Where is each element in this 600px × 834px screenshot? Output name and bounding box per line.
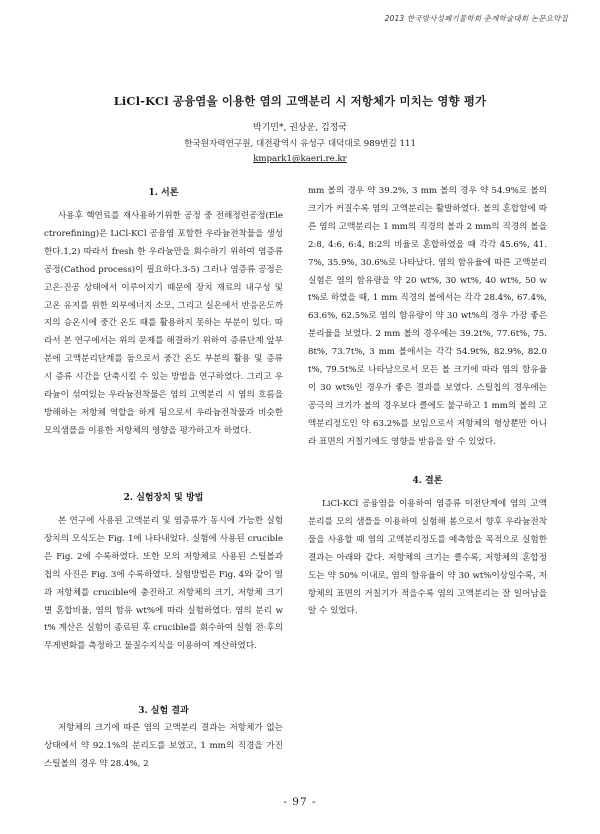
page-number: - 97 - bbox=[283, 796, 317, 808]
results-text-right: mm 볼의 경우 약 39.2%, 3 mm 볼의 경우 약 54.9%로 볼의 크기가 커질수록 염의 고액분리는 활발하였다. 볼의 혼합함에 따른 염의 고액분리는 1 mm의 직경의 볼과 2 mm의 직경의 볼을 2:8, 4:6, 6:4, 8:2의 비율로 혼합하였을 때 각각 45.6%, 41.7%, 35.9%, 30.6%로 나타났다. 염의 함유율에 따른 고액분리 실험은 염의 함유량을 약 20 wt%, 30 wt%, 40 wt%, 50 wt%로 하였을 때, 1 mm 직경의 볼에서는 각각 28.4%, 67.4%, 63.6%, 62.5%로 염의 함유량이 약 30 wt%의 경우 가장 좋은 분리율을 보였다. 2 mm 볼의 경우에는 39.2t%, 77.6t%, 75.8t%, 73.7t%, 3 mm 볼에서는 각각 54.9t%, 82.9%, 82.0t%, 79.5t%로 나타남으로서 모든 볼 크기에 따라 염의 함유율이 30 wt%인 경우가 좋은 결과를 보였다. 스틸칩의 경우에는 공극의 크기가 볼의 경우보다 클에도 불구하고 1 mm의 볼의 고액분리정도인 약 63.2%를 보임으로서 저항체의 형상뿐만 아니라 표면의 거칠기에도 영향을 받음을 알 수 있었다. bbox=[308, 186, 547, 447]
paper-authors: 박기민*, 권상운, 김정국 bbox=[252, 123, 348, 133]
paper-email-line bbox=[0, 154, 600, 164]
paper-email: kmpark1@kaeri.re.kr bbox=[253, 154, 347, 164]
conclusion-heading: 4. 결론 bbox=[412, 476, 443, 486]
intro-text: 사용후 핵연료를 재사용하기위한 공정 중 전해정련공정(Electrorefining)은 LiCl-KCl 공융염 포함한 우라늄전착물을 생성한다.1,2) 따라서 fresh 한 우라늄만을 회수하기 위하여 염증류공정(Cathod process)이 필요하다.3-5) 그러나 염증류 공정은 고온·진공 상태에서 이루어지기 때문에 장치 재료의 내구성 및 고온 유지를 위한 외부에너지 소모, 그리고 실온에서 반응온도까지의 승온시에 중간 온도 때를 활용하지 못하는 부분이 있다. 따라서 본 연구에서는 위의 문제를 해결하기 위하여 증류단계 앞부분에 고액분리단계를 둠으로서 중간 온도 부분의 활용 및 증류 시 증류 시간을 단축시킬 수 있는 방법을 연구하였다. 그리고 우라늄이 섞여있는 우라늄전착물은 염의 고액분리 시 염의 흐름을 방해하는 저항체 역할을 하게 됨으로서 우라늄전착물과 비슷한 모의샘플을 이용한 저항체의 영향을 평가하고자 하였다. bbox=[44, 211, 283, 436]
results-heading: 3. 실험 결과 bbox=[138, 706, 189, 716]
results-paragraph-right bbox=[308, 183, 547, 452]
results-text-left: 저항체의 크기에 따른 염의 고액분리 결과는 저항체가 없는 상태에서 약 92.1%의 분리도를 보였고, 1 mm의 직경을 가진 스틸볼의 경우 약 28.4%, 2 bbox=[44, 723, 283, 769]
paper-affiliation: 한국원자력연구원, 대전광역시 유성구 대덕대로 989번길 111 bbox=[184, 139, 416, 149]
methods-heading: 2. 실험장치 및 방법 bbox=[123, 493, 204, 503]
conclusion-paragraph bbox=[308, 496, 547, 621]
running-head: 2013 한국방사성폐기물학회 춘계학술대회 논문요약집 bbox=[384, 14, 568, 23]
intro-heading: 1. 서론 bbox=[148, 188, 179, 198]
paper-title: LiCl-KCl 공융염을 이용한 염의 고액분리 시 저항체가 미치는 영향 평가 bbox=[113, 94, 487, 108]
methods-paragraph bbox=[44, 513, 283, 656]
methods-text: 본 연구에 사용된 고액분리 및 염증류가 동시에 가능한 실험장치의 모식도는 Fig. 1에 나타내었다. 실험에 사용된 crucible은 Fig. 2에 수록하였다. 또한 모의 저항체로 사용된 스틸볼과 칩의 사진은 Fig. 3에 수록하였다. 실험방법은 Fig. 4와 같이 염과 저항체를 crucible에 충진하고 저항체의 크기, 저항체 크기별 혼합비율, 염의 함유 wt%에 따라 실험하였다. 염의 분리 wt% 계산은 실험이 종료된 후 crucible를 회수하여 실험 전·후의 무게변화를 측정하고 물질수지식을 이용하여 계산하였다. bbox=[44, 516, 283, 652]
conclusion-text: LiCl-KCl 공융염을 이용하여 염증류 이전단계에 염의 고액분리를 모의 샘플을 이용하여 실험해 봄으로서 향후 우라늄전착물을 사용할 때 염의 고액분리정도를 예측함을 목적으로 실험한 결과는 아래와 같다. 저항체의 크기는 클수록, 저항체의 혼합정도는 약 50% 이내로, 염의 함유율이 약 30 wt%이상일수록, 저항체의 표면의 거칠기가 적을수록 염의 고액분리는 잘 일어남을 알 수 있었다. bbox=[308, 499, 547, 617]
results-paragraph-left bbox=[44, 720, 283, 774]
intro-paragraph bbox=[44, 208, 283, 441]
